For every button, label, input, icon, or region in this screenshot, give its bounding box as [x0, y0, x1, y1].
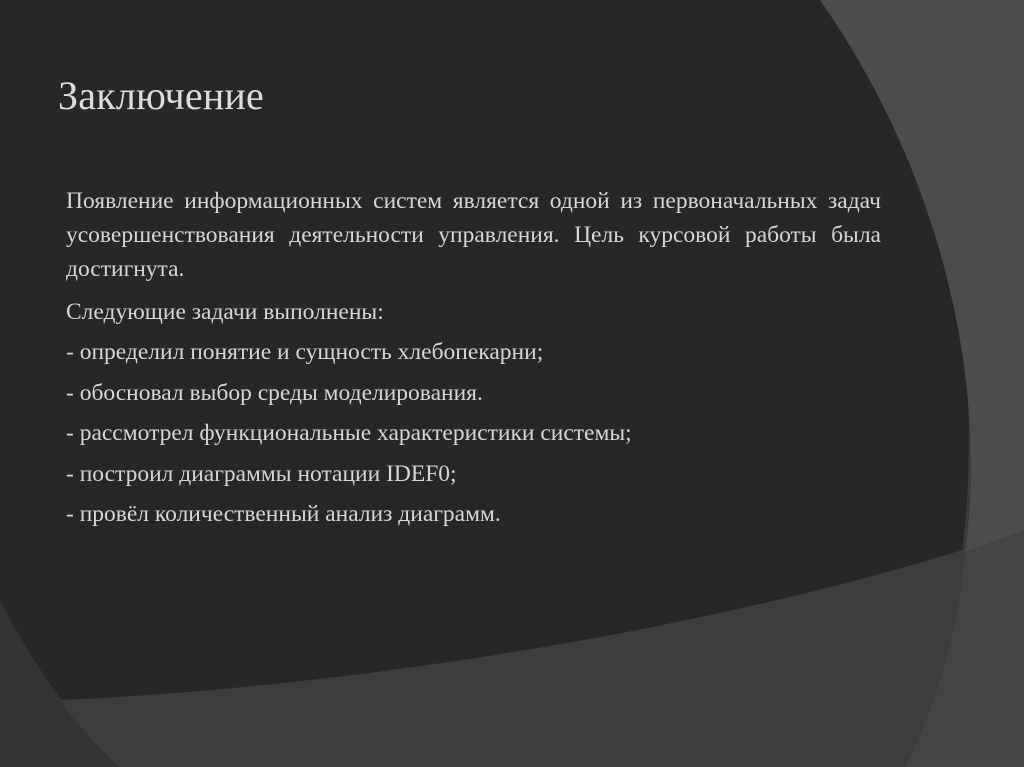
task-item: - определил понятие и сущность хлебопекарни; [66, 339, 544, 365]
body-paragraph: Появление информационных систем является одной из первоначальных задач усовершенствования деятельности управления. Цель курсовой работы была достигнута. [66, 188, 881, 282]
task-item: - рассмотрел функциональные характеристики системы; [66, 420, 632, 446]
task-item: - построил диаграммы нотации IDEF0; [66, 460, 457, 487]
task-item: - обосновал выбор среды моделирования. [66, 379, 483, 406]
task-item: - провёл количественный анализ диаграмм. [66, 501, 501, 527]
slide-body [66, 184, 881, 535]
tasks-lead: Следующие задачи выполнены: [66, 299, 384, 325]
task-list [66, 332, 881, 535]
slide-title: Заключение [58, 73, 264, 118]
